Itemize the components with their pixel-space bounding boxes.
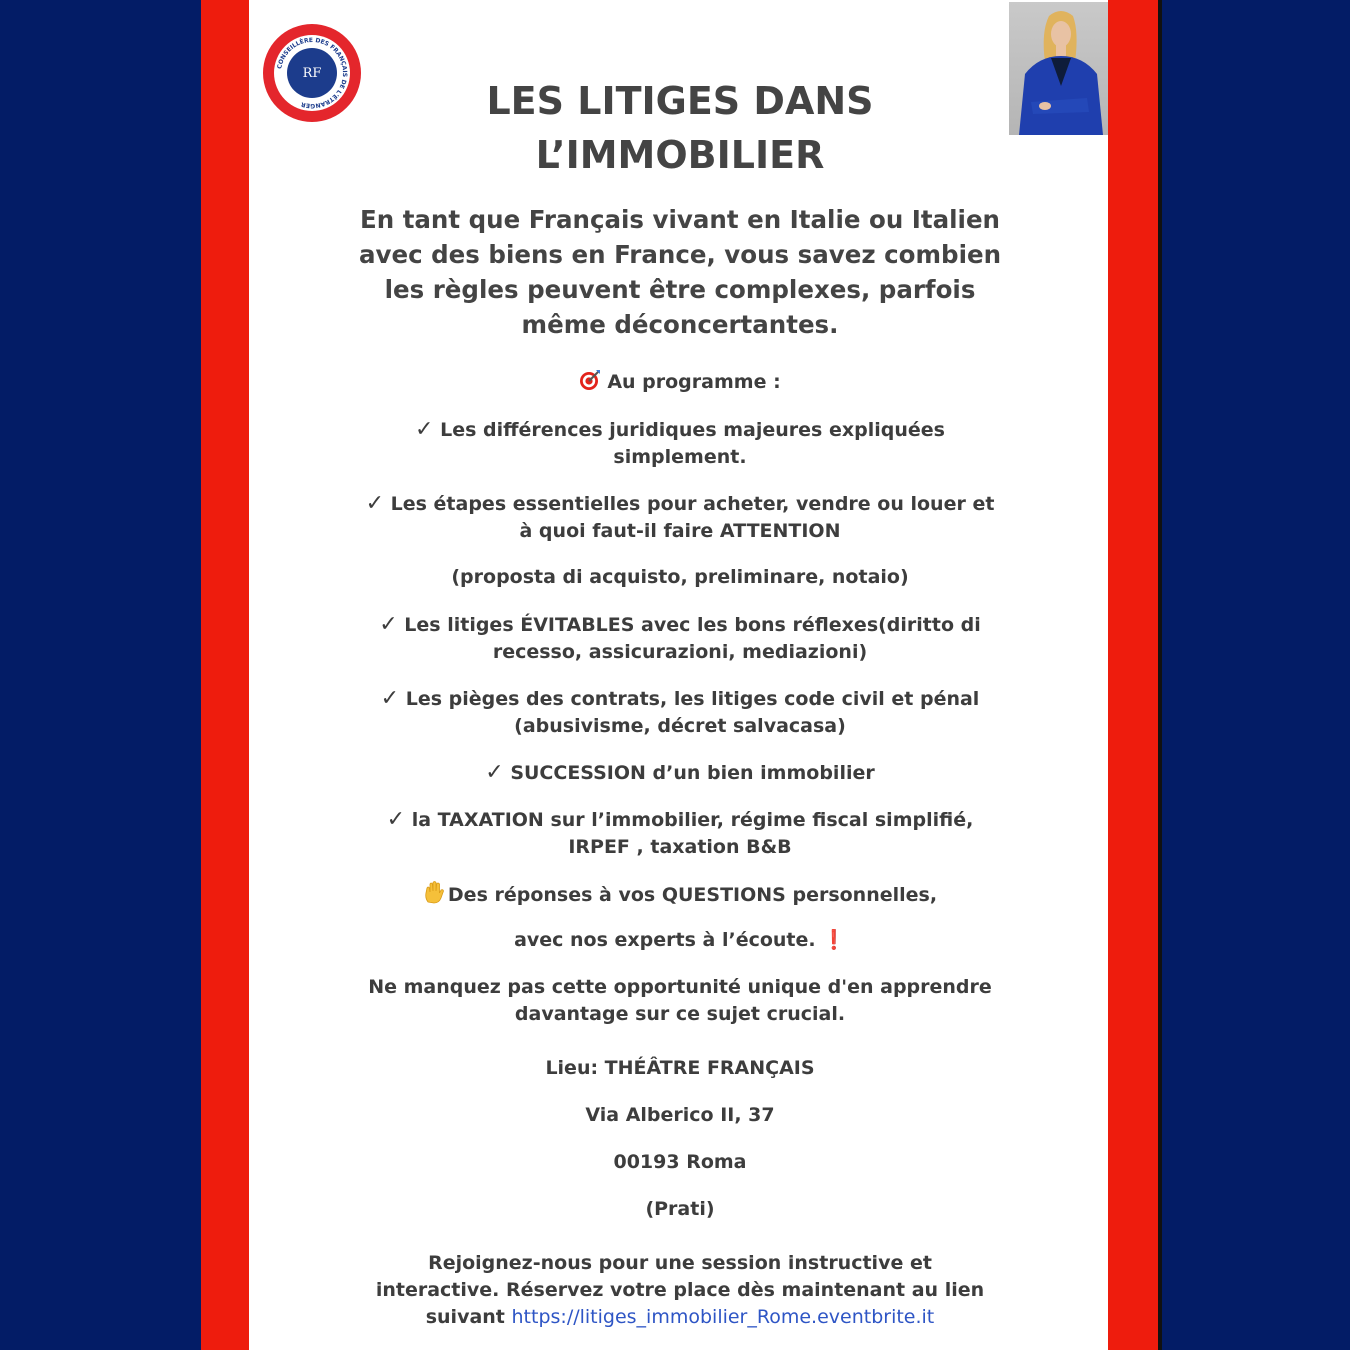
item-7-line-2: IRPEF , taxation B&B (568, 836, 792, 858)
questions-line-1: Des réponses à vos QUESTIONS personnelles, (447, 884, 938, 906)
flyer-title (350, 74, 1010, 182)
item-1-line-2: simplement. (613, 446, 747, 468)
venue-city: 00193 Roma (613, 1151, 747, 1173)
flag-red-band-right (1108, 0, 1162, 1350)
item-2-line-1: Les étapes essentielles pour acheter, vendre ou louer et (390, 493, 995, 515)
raised-hand-icon (423, 880, 445, 912)
venue-district: (Prati) (645, 1198, 715, 1220)
programme-heading (350, 369, 1010, 399)
item-4-line-1: Les litiges ÉVITABLES avec les bons réflexes(diritto di (404, 614, 981, 636)
flag-red-band-left (201, 0, 249, 1350)
cta-line-2: davantage sur ce sujet crucial. (514, 1003, 846, 1025)
intro-line-2: avec des biens en France, vous savez combien (358, 240, 1002, 269)
programme-item-6 (350, 759, 1010, 787)
check-icon: ✓ (386, 807, 406, 832)
exclamation-icon: ❗ (822, 929, 846, 951)
check-icon: ✓ (415, 417, 434, 442)
target-icon (579, 369, 601, 399)
intro-line-4: même déconcertantes. (521, 310, 839, 339)
programme-item-7 (350, 806, 1010, 861)
closing-paragraph (350, 1250, 1010, 1331)
item-2-line-2: à quoi faut-il faire ATTENTION (519, 520, 841, 542)
item-5-line-1: Les pièges des contrats, les litiges code civil et pénal (405, 688, 980, 710)
programme-item-3 (350, 564, 1010, 591)
conseillere-seal-logo (263, 24, 361, 122)
questions-line (350, 880, 1010, 912)
item-5-line-2: (abusivisme, décret salvacasa) (514, 715, 846, 737)
intro-line-1: En tant que Français vivant en Italie ou Italien (359, 205, 1000, 234)
check-icon: ✓ (380, 686, 400, 711)
cta-paragraph (350, 974, 1010, 1028)
item-4-line-2: recesso, assicurazioni, mediazioni) (492, 641, 868, 663)
intro-line-3: les règles peuvent être complexes, parfois (384, 275, 976, 304)
seal-monogram: RF (287, 48, 337, 98)
eventbrite-link[interactable]: https://litiges_immobilier_Rome.eventbrite.it (511, 1306, 935, 1328)
cta-line-1: Ne manquez pas cette opportunité unique d'en apprendre (368, 976, 992, 998)
check-icon: ✓ (379, 612, 398, 637)
item-3-line-1: (proposta di acquisto, preliminare, notaio) (451, 566, 909, 588)
venue-place: Lieu: THÉÂTRE FRANÇAIS (545, 1057, 815, 1079)
programme-item-2 (350, 490, 1010, 545)
questions-line-2: avec nos experts à l’écoute. (514, 929, 816, 951)
programme-heading-text: Au programme : (607, 371, 781, 393)
intro-paragraph (350, 202, 1010, 342)
speaker-portrait (1009, 2, 1108, 135)
closing-line-3-prefix: suivant (425, 1306, 505, 1328)
title-line-1: LES LITIGES DANS (486, 79, 874, 123)
programme-item-5 (350, 685, 1010, 740)
check-icon: ✓ (485, 760, 504, 785)
closing-line-1: Rejoignez-nous pour une session instructive et (428, 1252, 932, 1274)
programme-item-4 (350, 611, 1010, 666)
item-7-line-1: la TAXATION sur l’immobilier, régime fiscal simplifié, (411, 809, 974, 831)
item-6-line-1: SUCCESSION d’un bien immobilier (510, 762, 875, 784)
svg-text:CONSEILLÈRE DES FRANÇAIS DE L': CONSEILLÈRE DES FRANÇAIS DE L'ÉTRANGER (276, 36, 349, 110)
venue-street: Via Alberico II, 37 (585, 1104, 775, 1126)
check-icon: ✓ (365, 491, 384, 516)
experts-line (350, 927, 1010, 954)
title-line-2: L’IMMOBILIER (535, 133, 825, 177)
item-1-line-1: Les différences juridiques majeures expliquées (440, 419, 945, 441)
closing-line-2: interactive. Réservez votre place dès maintenant au lien (375, 1279, 985, 1301)
programme-item-1 (350, 416, 1010, 471)
